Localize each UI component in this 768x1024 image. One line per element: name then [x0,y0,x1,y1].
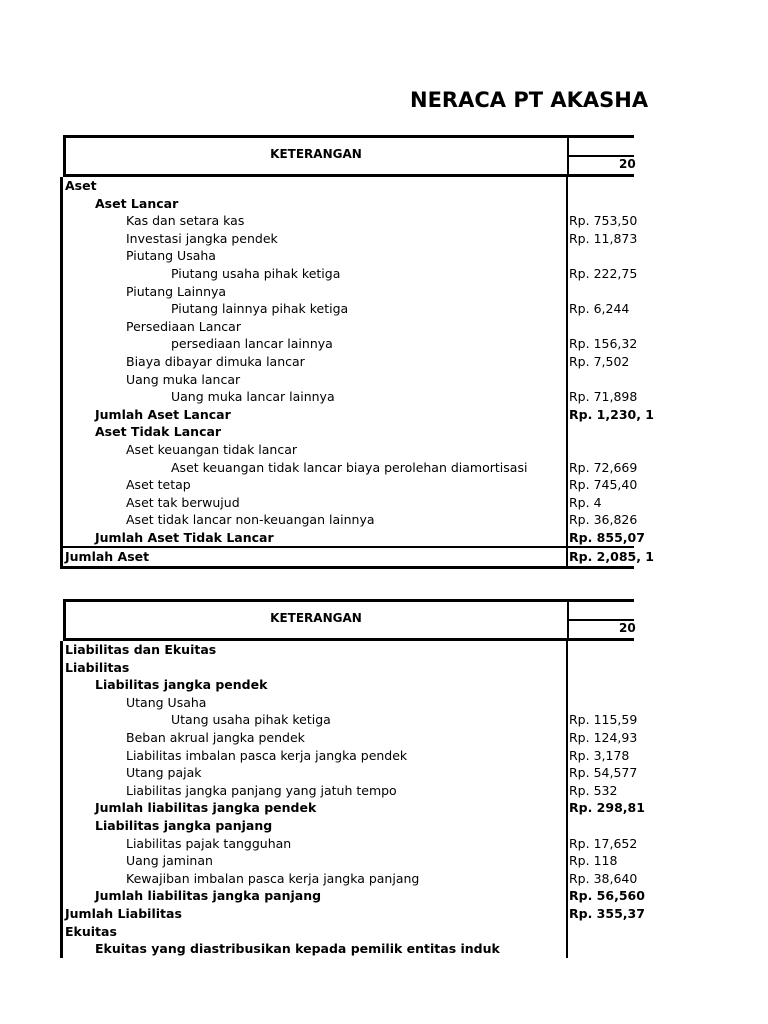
table-row [63,940,634,958]
row-value: Rp. 38,640 [569,870,638,886]
table-row [63,388,638,406]
row-value: Rp. 745,40 [569,477,638,493]
row-label: Piutang usaha pihak ketiga [171,265,341,281]
table-row [63,494,634,512]
row-label: Liabilitas imbalan pasca kerja jangka pendek [126,747,408,763]
row-value: Rp. 17,652 [569,835,638,851]
table-row [63,887,645,905]
year-header: 20 [619,621,636,635]
table-row [63,247,634,265]
row-value: Rp. 36,826 [569,512,638,528]
row-label: Aset tetap [126,477,191,493]
total-assets-value: Rp. 2,085, 1 [569,549,655,565]
row-label: Kas dan setara kas [126,213,245,229]
table-row [63,265,638,283]
row-label: Biaya dibayar dimuka lancar [126,353,305,369]
table-row [63,371,634,389]
table-row [63,353,634,371]
liabilities-table-header [63,599,634,641]
table-row [63,641,634,659]
table-row [63,659,634,677]
row-label: Aset [65,178,97,193]
table-row [63,476,638,494]
table-row [63,318,634,336]
row-value: Rp. 11,873 [569,230,638,246]
row-value: Rp. 156,32 [569,336,638,352]
table-row [63,694,634,712]
table-row [63,511,638,529]
table-row [63,177,634,195]
row-label: Persediaan Lancar [126,318,241,334]
row-value: Rp. 7,502 [569,353,630,369]
row-label: Uang jaminan [126,853,213,869]
row-value: Rp. 56,560 [569,888,645,904]
table-row [63,423,634,441]
row-value: Rp. 72,669 [569,459,638,475]
table-row [63,870,638,888]
row-label: Liabilitas jangka pendek [95,677,268,693]
row-value: Rp. 355,37 [569,905,645,921]
row-label: Liabilitas jangka panjang [95,817,273,833]
row-label: Ekuitas [65,923,117,939]
row-value: Rp. 118 [569,853,618,869]
row-label: Aset tak berwujud [126,494,240,510]
table-row [63,782,634,800]
row-value: Rp. 54,577 [569,765,638,781]
row-label: Piutang lainnya pihak ketiga [171,301,349,317]
row-label: Jumlah Aset Tidak Lancar [95,529,274,545]
row-label: Piutang Usaha [126,248,216,264]
row-label: Utang usaha pihak ketiga [171,712,331,728]
table-row [63,729,638,747]
table-row [63,799,645,817]
table-row [63,212,638,230]
row-label: Jumlah Aset Lancar [95,406,231,422]
table-row [63,905,645,923]
table-row [63,300,634,318]
row-label: Piutang Lainnya [126,283,227,299]
row-label: persediaan lancar lainnya [171,336,333,352]
table-row [63,441,634,459]
row-label: Jumlah liabilitas jangka pendek [95,800,317,816]
table-row [63,283,634,301]
total-assets-row [60,546,655,569]
row-label: Investasi jangka pendek [126,230,278,246]
table-row [63,852,634,870]
page-title: NERACA PT AKASHA [410,88,649,112]
liabilities-table [63,599,645,958]
row-value: Rp. 3,178 [569,747,630,763]
row-value: Rp. 115,59 [569,712,638,728]
table-row [63,529,645,547]
asset-table [63,135,655,569]
row-value: Rp. 124,93 [569,729,638,745]
row-label: Liabilitas jangka panjang yang jatuh tempo [126,782,397,798]
row-label: Kewajiban imbalan pasca kerja jangka panjang [126,870,420,886]
row-value: Rp. 855,07 [569,529,645,545]
total-assets-label: Jumlah Aset [65,549,150,565]
row-value: Rp. 532 [569,782,618,798]
table-row [63,747,634,765]
row-label: Aset keuangan tidak lancar [126,441,298,457]
row-label: Liabilitas [65,659,130,675]
table-row [63,711,638,729]
table-row [63,817,634,835]
row-label: Beban akrual jangka pendek [126,729,305,745]
year-header: 20 [619,157,636,171]
row-label: Uang muka lancar [126,371,241,387]
row-value: Rp. 6,244 [569,301,630,317]
table-row [63,335,638,353]
row-label: Uang muka lancar lainnya [171,389,335,405]
table-row [63,676,634,694]
table-row [63,835,638,853]
table-row [63,764,638,782]
table-row [63,230,638,248]
row-value: Rp. 222,75 [569,265,638,281]
row-label: Utang pajak [126,765,202,781]
table-row [63,195,634,213]
row-label: Liabilitas dan Ekuitas [65,642,217,657]
asset-table-header [63,135,634,177]
table-row [63,459,638,477]
row-label: Aset Lancar [95,195,179,211]
row-label: Aset tidak lancar non-keuangan lainnya [126,512,375,528]
row-label: Jumlah Liabilitas [65,905,182,921]
row-label: Liabilitas pajak tangguhan [126,835,292,851]
row-label: Aset keuangan tidak lancar biaya perolehan diamortisasi [171,459,528,475]
row-value: Rp. 753,50 [569,213,638,229]
row-label: Ekuitas yang diastribusikan kepada pemilik entitas induk [95,941,500,957]
row-value: Rp. 1,230, 1 [569,406,655,422]
row-label: Utang Usaha [126,694,207,710]
liabilities-table-body [60,641,645,958]
row-value: Rp. 4 [569,494,602,510]
keterangan-header: KETERANGAN [270,611,362,625]
row-value: Rp. 71,898 [569,389,638,405]
row-value: Rp. 298,81 [569,800,645,816]
table-row [63,406,655,424]
row-label: Aset Tidak Lancar [95,424,222,440]
keterangan-header: KETERANGAN [270,147,362,161]
row-label: Jumlah liabilitas jangka panjang [95,888,322,904]
table-row [63,923,634,941]
asset-table-body [60,177,655,546]
